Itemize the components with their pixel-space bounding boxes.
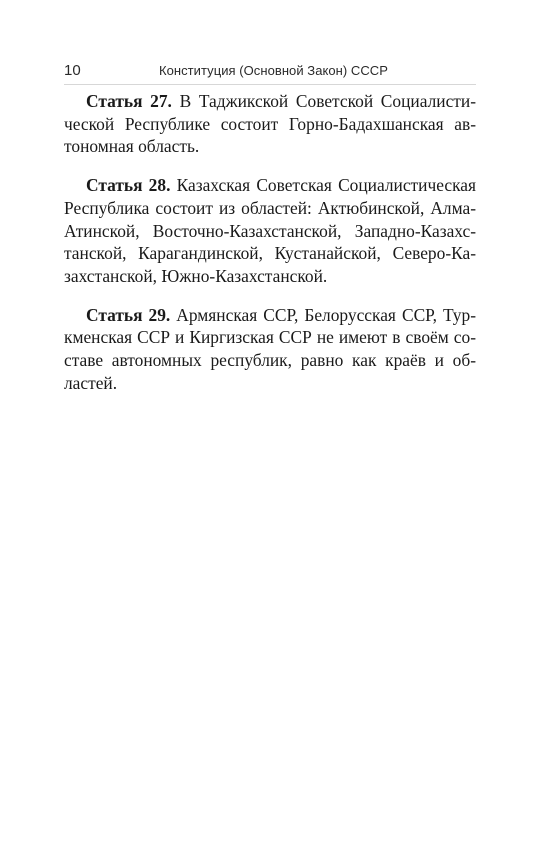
article-line: захстанской, Южно-Казахстанской.: [64, 265, 328, 286]
article-line: тономная область.: [64, 136, 200, 157]
article-line: Атинской, Восточно-Казахстанской, Западно-Казахс-: [64, 220, 476, 241]
page-number: 10: [64, 62, 81, 79]
article-text: В Таджикской Советской Социалисти-: [171, 91, 476, 111]
article-29: [64, 304, 476, 395]
article-line: ластей.: [64, 372, 118, 393]
article-28: [64, 174, 476, 288]
running-title: Конституция (Основной Закон) СССР: [159, 63, 388, 78]
running-header: [64, 60, 476, 85]
article-line: танской, Карагандинской, Кустанайской, Северо-Ка-: [64, 243, 476, 264]
article-label: Статья 29.: [86, 304, 171, 325]
article-line: кменская ССР и Киргизская ССР не имеют в своём со-: [64, 327, 476, 348]
body-text: [64, 90, 476, 410]
article-text: Казахская Советская Социалистическая: [170, 175, 476, 196]
article-line: [64, 90, 476, 113]
article-label: Статья 28.: [86, 175, 171, 196]
article-line: ческой Республике состоит Горно-Бадахшанская ав-: [64, 113, 476, 134]
article-line: [64, 304, 476, 327]
article-line: Республика состоит из областей: Актюбинской, Алма-: [64, 197, 476, 218]
article-line: [64, 174, 476, 197]
article-text: Армянская ССР, Белорусская ССР, Тур-: [170, 304, 476, 325]
article-27: [64, 90, 476, 158]
article-line: ставе автономных республик, равно как краёв и об-: [64, 350, 476, 371]
article-label: Статья 27.: [86, 91, 172, 111]
